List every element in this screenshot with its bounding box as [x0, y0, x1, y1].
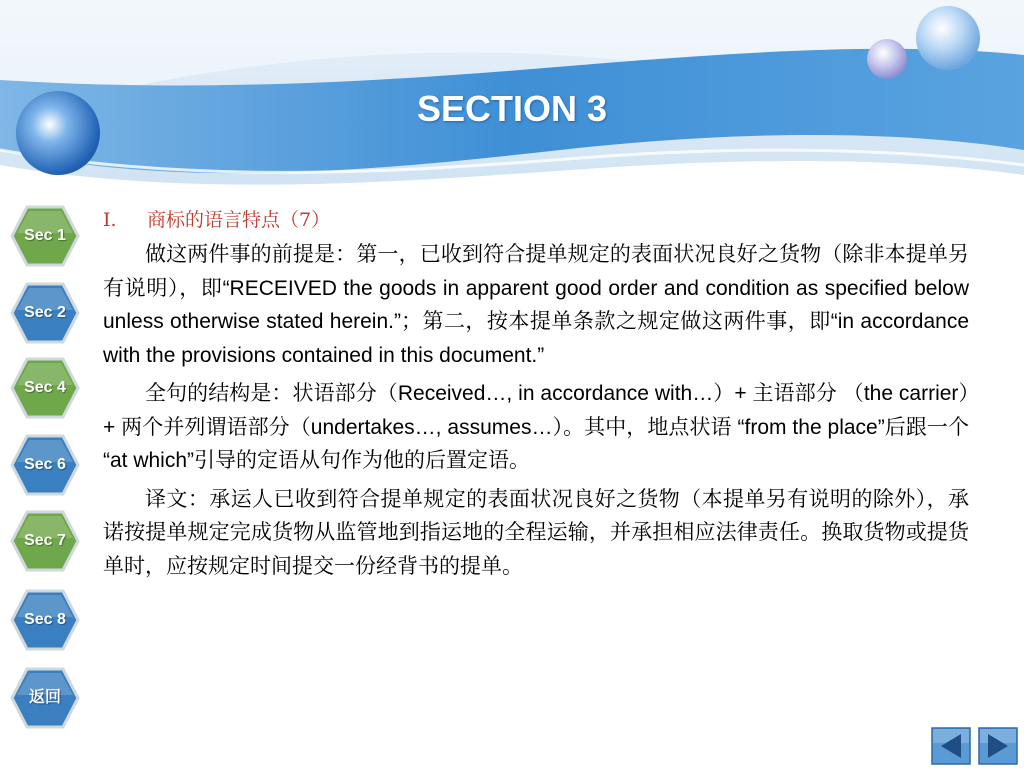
nav-button-sec-7[interactable] — [10, 510, 80, 572]
nav-label: Sec 7 — [24, 532, 66, 549]
triangle-left-icon — [931, 727, 971, 765]
triangle-right-icon — [978, 727, 1018, 765]
nav-label: Sec 6 — [24, 456, 66, 473]
nav-button-sec-8[interactable] — [10, 589, 80, 651]
previous-slide-button[interactable] — [931, 727, 971, 765]
paragraph-translation: 译文：承运人已收到符合提单规定的表面状况良好之货物（本提单另有说明的除外），承诺按提单规定完成货物从监管地到指运地的全程运输，并承担相应法律责任。换取货物或提货单时，应按规定时间提交一份经背书的提单。 — [103, 487, 969, 578]
header-banner — [0, 0, 1024, 200]
nav-label: 返回 — [28, 689, 61, 706]
paragraph-structure: 全句的结构是：状语部分（Received…, in accordance with…）+ 主语部分 （the carrier）+ 两个并列谓语部分（undertakes…, assumes…）。其中，地点状语 “from the place”后跟一个 “at which”引导的定语从句作为他的后置定语。 — [103, 382, 969, 472]
heading-text: 商标的语言特点（7） — [147, 209, 331, 231]
nav-button-sec-2[interactable] — [10, 282, 80, 344]
nav-label: Sec 1 — [24, 227, 66, 244]
nav-label: Sec 2 — [24, 304, 66, 321]
page-title: SECTION 3 — [416, 88, 608, 129]
section-heading — [103, 204, 969, 236]
nav-button-back[interactable] — [10, 667, 80, 729]
section-nav — [10, 205, 82, 735]
paragraph-premise: 做这两件事的前提是：第一，已收到符合提单规定的表面状况良好之货物（除非本提单另有说明），即“RECEIVED the goods in apparent good order and condition as specified below unless otherwise stated herein.”；第二，按本提单条款之规定做这两件事，即“in accordance with the provisions contained in this document.” — [103, 243, 969, 367]
nav-button-sec-4[interactable] — [10, 357, 80, 419]
nav-label: Sec 4 — [24, 379, 66, 396]
nav-button-sec-1[interactable] — [10, 205, 80, 267]
heading-number: I. — [103, 209, 117, 231]
nav-button-sec-6[interactable] — [10, 434, 80, 496]
next-slide-button[interactable] — [978, 727, 1018, 765]
slide-body — [103, 204, 969, 588]
nav-label: Sec 8 — [24, 611, 66, 628]
